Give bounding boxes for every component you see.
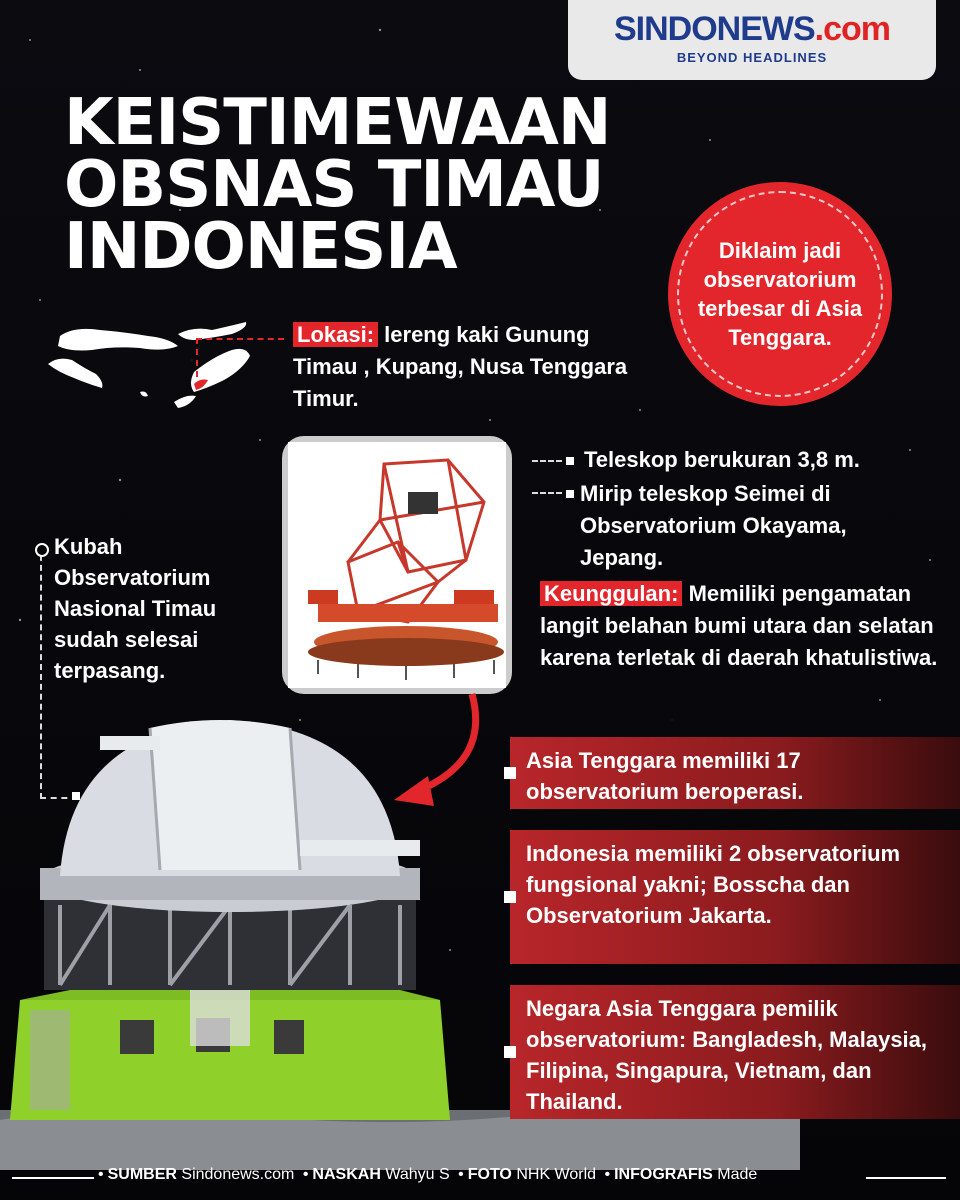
graphic-value: Made bbox=[717, 1166, 758, 1183]
fact-text-2: Indonesia memiliki 2 observatorium fungsional yakni; Bosscha dan Observatorium Jakarta. bbox=[526, 841, 901, 928]
telescope-icon bbox=[288, 442, 506, 688]
writer-label: NASKAH bbox=[312, 1166, 381, 1183]
telescope-spec-size bbox=[532, 447, 860, 473]
bullet-square-icon bbox=[566, 490, 574, 498]
claim-text: Diklaim jadi observatorium terbesar di Asia Tenggara. bbox=[697, 238, 863, 350]
telescope-photo bbox=[282, 436, 512, 694]
logo-tagline: BEYOND HEADLINES bbox=[676, 50, 828, 65]
footer-rule-right bbox=[866, 1177, 946, 1179]
spec-similar-text: Mirip teleskop Seimei di Observatorium Okayama, Jepang. bbox=[580, 481, 847, 570]
logo-part1: SINDONEWS bbox=[613, 10, 815, 48]
photo-label: FOTO bbox=[467, 1166, 512, 1183]
spec-leader-line bbox=[532, 460, 562, 462]
telescope-spec-similar bbox=[532, 478, 912, 574]
advantage-label: Keunggulan: bbox=[540, 581, 682, 606]
dome-caption-text: Kubah Observatorium Nasional Timau sudah selesai terpasang. bbox=[54, 534, 217, 683]
fact-text-3: Negara Asia Tenggara pemilik observatorium: Bangladesh, Malaysia, Filipina, Singapura, Vietnam, dan Thailand. bbox=[526, 996, 928, 1114]
page-title bbox=[64, 86, 684, 284]
fact-text-1: Asia Tenggara memiliki 17 observatorium beroperasi. bbox=[526, 748, 804, 804]
location-block bbox=[293, 319, 653, 415]
advantage-text: Memiliki pengamatan langit belahan bumi utara dan selatan karena terletak di daerah khatulistiwa. bbox=[540, 581, 938, 670]
location-leader-line bbox=[196, 338, 284, 388]
fact-box-1 bbox=[510, 737, 960, 809]
title-line-3: INDONESIA bbox=[64, 210, 457, 284]
logo-part2: .com bbox=[814, 10, 891, 48]
bullet-square-icon bbox=[504, 891, 516, 903]
bullet-square-icon bbox=[504, 767, 516, 779]
fact-box-2 bbox=[510, 830, 960, 964]
dome-caption bbox=[40, 531, 260, 686]
title-line-1: KEISTIMEWAAN bbox=[64, 86, 611, 160]
location-label: Lokasi: bbox=[293, 322, 378, 347]
spec-leader-line bbox=[532, 492, 562, 494]
bullet-square-icon bbox=[566, 457, 574, 465]
footer-rule-left bbox=[12, 1177, 94, 1179]
credits-footer: • SUMBER Sindonews.com • NASKAH Wahyu S • FOTO NHK World • INFOGRAFIS Made bbox=[98, 1166, 758, 1183]
writer-value: Wahyu S bbox=[385, 1166, 450, 1183]
photo-value: NHK World bbox=[516, 1166, 597, 1183]
logo-wordmark bbox=[568, 10, 936, 49]
bullet-square-icon bbox=[504, 1046, 516, 1058]
sindonews-logo bbox=[568, 0, 936, 80]
source-label: SUMBER bbox=[107, 1166, 177, 1183]
claim-badge-ring bbox=[677, 191, 883, 397]
spec-size-text: Teleskop berukuran 3,8 m. bbox=[584, 447, 860, 472]
fact-box-3 bbox=[510, 985, 960, 1119]
title-line-2: OBSNAS TIMAU bbox=[64, 148, 604, 222]
telescope-advantage bbox=[540, 578, 940, 674]
graphic-label: INFOGRAFIS bbox=[614, 1166, 713, 1183]
claim-badge bbox=[668, 182, 892, 406]
source-value: Sindonews.com bbox=[181, 1166, 295, 1183]
location-text: lereng kaki Gunung Timau , Kupang, Nusa Tenggara Timur. bbox=[293, 322, 628, 411]
